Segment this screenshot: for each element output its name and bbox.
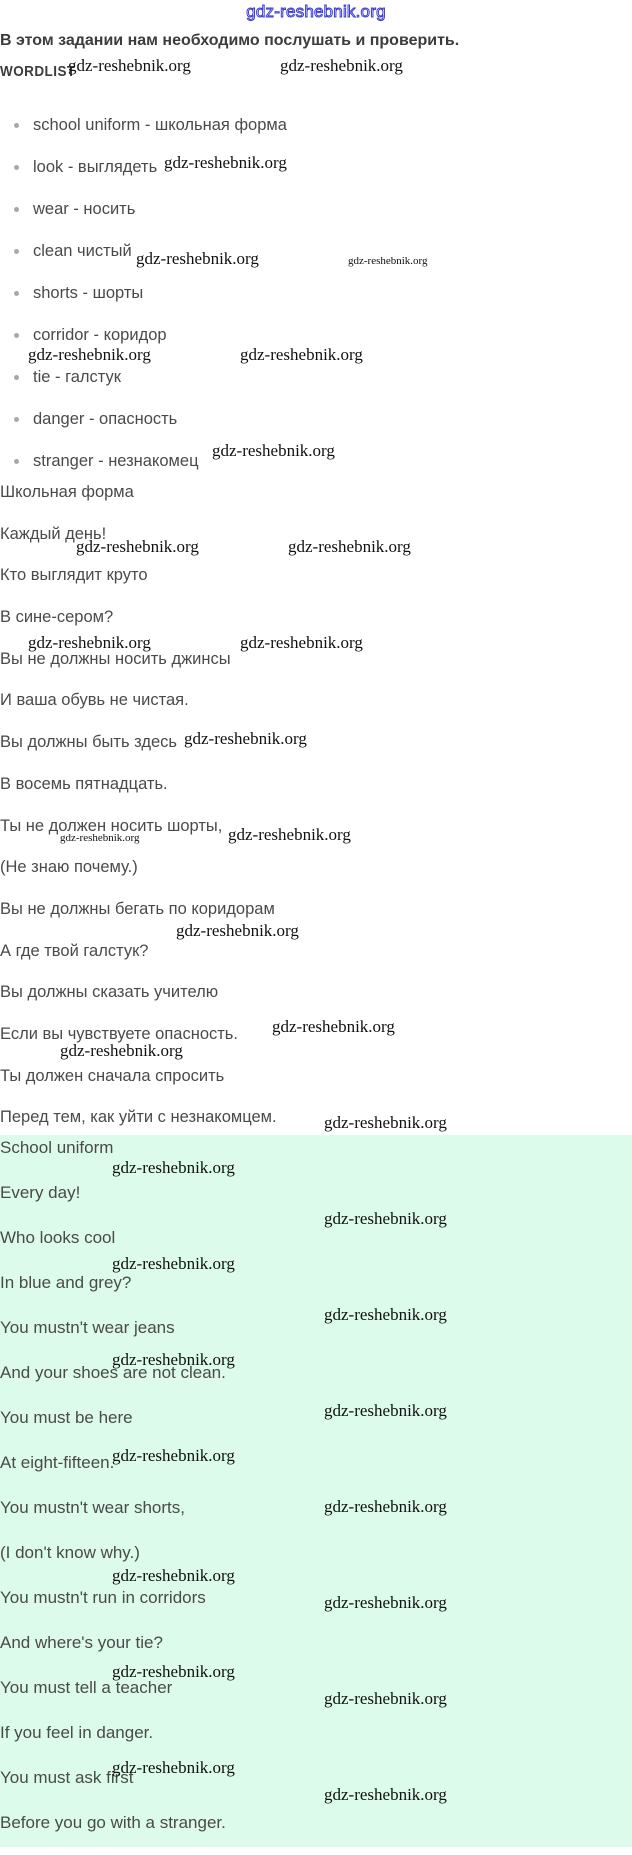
watermark: gdz-reshebnik.org (184, 729, 307, 748)
translation-line: Школьная форма (0, 483, 134, 501)
bullet-icon (14, 333, 19, 338)
translation-line: В сине-сером? (0, 608, 114, 627)
lyrics-line: And your shoes are not clean. (0, 1363, 226, 1382)
watermark: gdz-reshebnik.org (324, 1209, 447, 1228)
lyrics-line: You mustn't run in corridors (0, 1588, 206, 1607)
watermark: gdz-reshebnik.org (164, 153, 287, 172)
watermark: gdz-reshebnik.org (60, 832, 140, 844)
wordlist-item: danger - опасность (0, 398, 632, 440)
bullet-icon (14, 417, 19, 422)
wordlist-item: shorts - шорты (0, 272, 632, 314)
intro-text: В этом задании нам необходимо послушать и проверить. (0, 32, 460, 49)
wordlist (0, 104, 632, 482)
english-lyrics-block (0, 1135, 632, 1847)
lyrics-line: Who looks cool (0, 1228, 116, 1247)
lyrics-line: School uniform (0, 1138, 114, 1157)
lyrics-line: You mustn't wear shorts, (0, 1498, 185, 1517)
watermark: gdz-reshebnik.org (324, 1113, 447, 1132)
site-header[interactable] (0, 0, 632, 24)
watermark: gdz-reshebnik.org (112, 1758, 235, 1777)
watermark: gdz-reshebnik.org (112, 1566, 235, 1585)
translation-line: Ты не должен носить шорты, (0, 816, 223, 835)
watermark: gdz-reshebnik.org (136, 249, 259, 268)
lyrics-line: At eight-fifteen. (0, 1453, 115, 1472)
bullet-icon (14, 123, 19, 128)
watermark: gdz-reshebnik.org (324, 1689, 447, 1708)
wordlist-item: corridor - коридор (0, 314, 632, 356)
lyrics-line: And where's your tie? (0, 1633, 163, 1652)
lyrics-line: If you feel in danger. (0, 1723, 154, 1742)
bullet-icon (14, 375, 19, 380)
wordlist-item: stranger - незнакомец (0, 440, 632, 482)
watermark: gdz-reshebnik.org (324, 1401, 447, 1420)
watermark: gdz-reshebnik.org (228, 825, 351, 844)
watermark: gdz-reshebnik.org (112, 1350, 235, 1369)
bullet-icon (14, 249, 19, 254)
translation-line: Перед тем, как уйти с незнакомцем. (0, 1108, 277, 1127)
watermark: gdz-reshebnik.org (272, 1017, 395, 1036)
translation-line: Вы не должны носить джинсы (0, 649, 231, 668)
translation-line: Если вы чувствуете опасность. (0, 1024, 238, 1043)
translation-line: Вы должны сказать учителю (0, 983, 219, 1002)
bullet-icon (14, 291, 19, 296)
lyrics-line: Before you go with a stranger. (0, 1813, 226, 1832)
watermark: gdz-reshebnik.org (240, 345, 363, 364)
wordlist-title: WORDLIST (0, 63, 76, 80)
translation-line: Вы должны быть здесь (0, 733, 178, 752)
lyrics-line: You must be here (0, 1408, 133, 1427)
site-name-link[interactable]: gdz-reshebnik.org (246, 2, 386, 21)
watermark: gdz-reshebnik.org (28, 345, 151, 364)
wordlist-item: clean чистый (0, 230, 632, 272)
lyrics-line: You must tell a teacher (0, 1678, 173, 1697)
translation-line: В восемь пятнадцать. (0, 774, 168, 793)
watermark: gdz-reshebnik.org (60, 1041, 183, 1060)
translation-line: И ваша обувь не чистая. (0, 691, 189, 710)
watermark: gdz-reshebnik.org (288, 537, 411, 556)
watermark: gdz-reshebnik.org (176, 921, 299, 940)
watermark: gdz-reshebnik.org (348, 255, 428, 267)
lyrics-line: In blue and grey? (0, 1273, 132, 1292)
watermark: gdz-reshebnik.org (112, 1254, 235, 1273)
watermark: gdz-reshebnik.org (112, 1662, 235, 1681)
translation-line: Ты должен сначала спросить (0, 1066, 225, 1085)
watermark: gdz-reshebnik.org (212, 441, 335, 460)
wordlist-item: look - выглядеть (0, 146, 632, 188)
wordlist-item: tie - галстук (0, 356, 632, 398)
translation-line: Каждый день! (0, 524, 107, 543)
bullet-icon (14, 207, 19, 212)
watermark: gdz-reshebnik.org (324, 1497, 447, 1516)
translation-line: Кто выглядит круто (0, 566, 148, 585)
lyrics-line: Every day! (0, 1183, 81, 1202)
watermark: gdz-reshebnik.org (240, 633, 363, 652)
translation-line: А где твой галстук? (0, 941, 149, 960)
lyrics-line: (I don't know why.) (0, 1543, 140, 1562)
lyrics-line: You mustn't wear jeans (0, 1318, 175, 1337)
watermark: gdz-reshebnik.org (280, 56, 403, 75)
watermark: gdz-reshebnik.org (324, 1785, 447, 1804)
watermark: gdz-reshebnik.org (76, 537, 199, 556)
watermark: gdz-reshebnik.org (68, 56, 191, 75)
watermark: gdz-reshebnik.org (112, 1158, 235, 1177)
watermark: gdz-reshebnik.org (28, 633, 151, 652)
watermark: gdz-reshebnik.org (324, 1593, 447, 1612)
wordlist-item: wear - носить (0, 188, 632, 230)
lyrics-line: You must ask first (0, 1768, 134, 1787)
translation-line: Вы не должны бегать по коридорам (0, 899, 275, 918)
watermark: gdz-reshebnik.org (112, 1446, 235, 1465)
bullet-icon (14, 165, 19, 170)
bullet-icon (14, 459, 19, 464)
translation-line: (Не знаю почему.) (0, 858, 138, 877)
wordlist-item: school uniform - школьная форма (0, 104, 632, 146)
watermark: gdz-reshebnik.org (324, 1305, 447, 1324)
